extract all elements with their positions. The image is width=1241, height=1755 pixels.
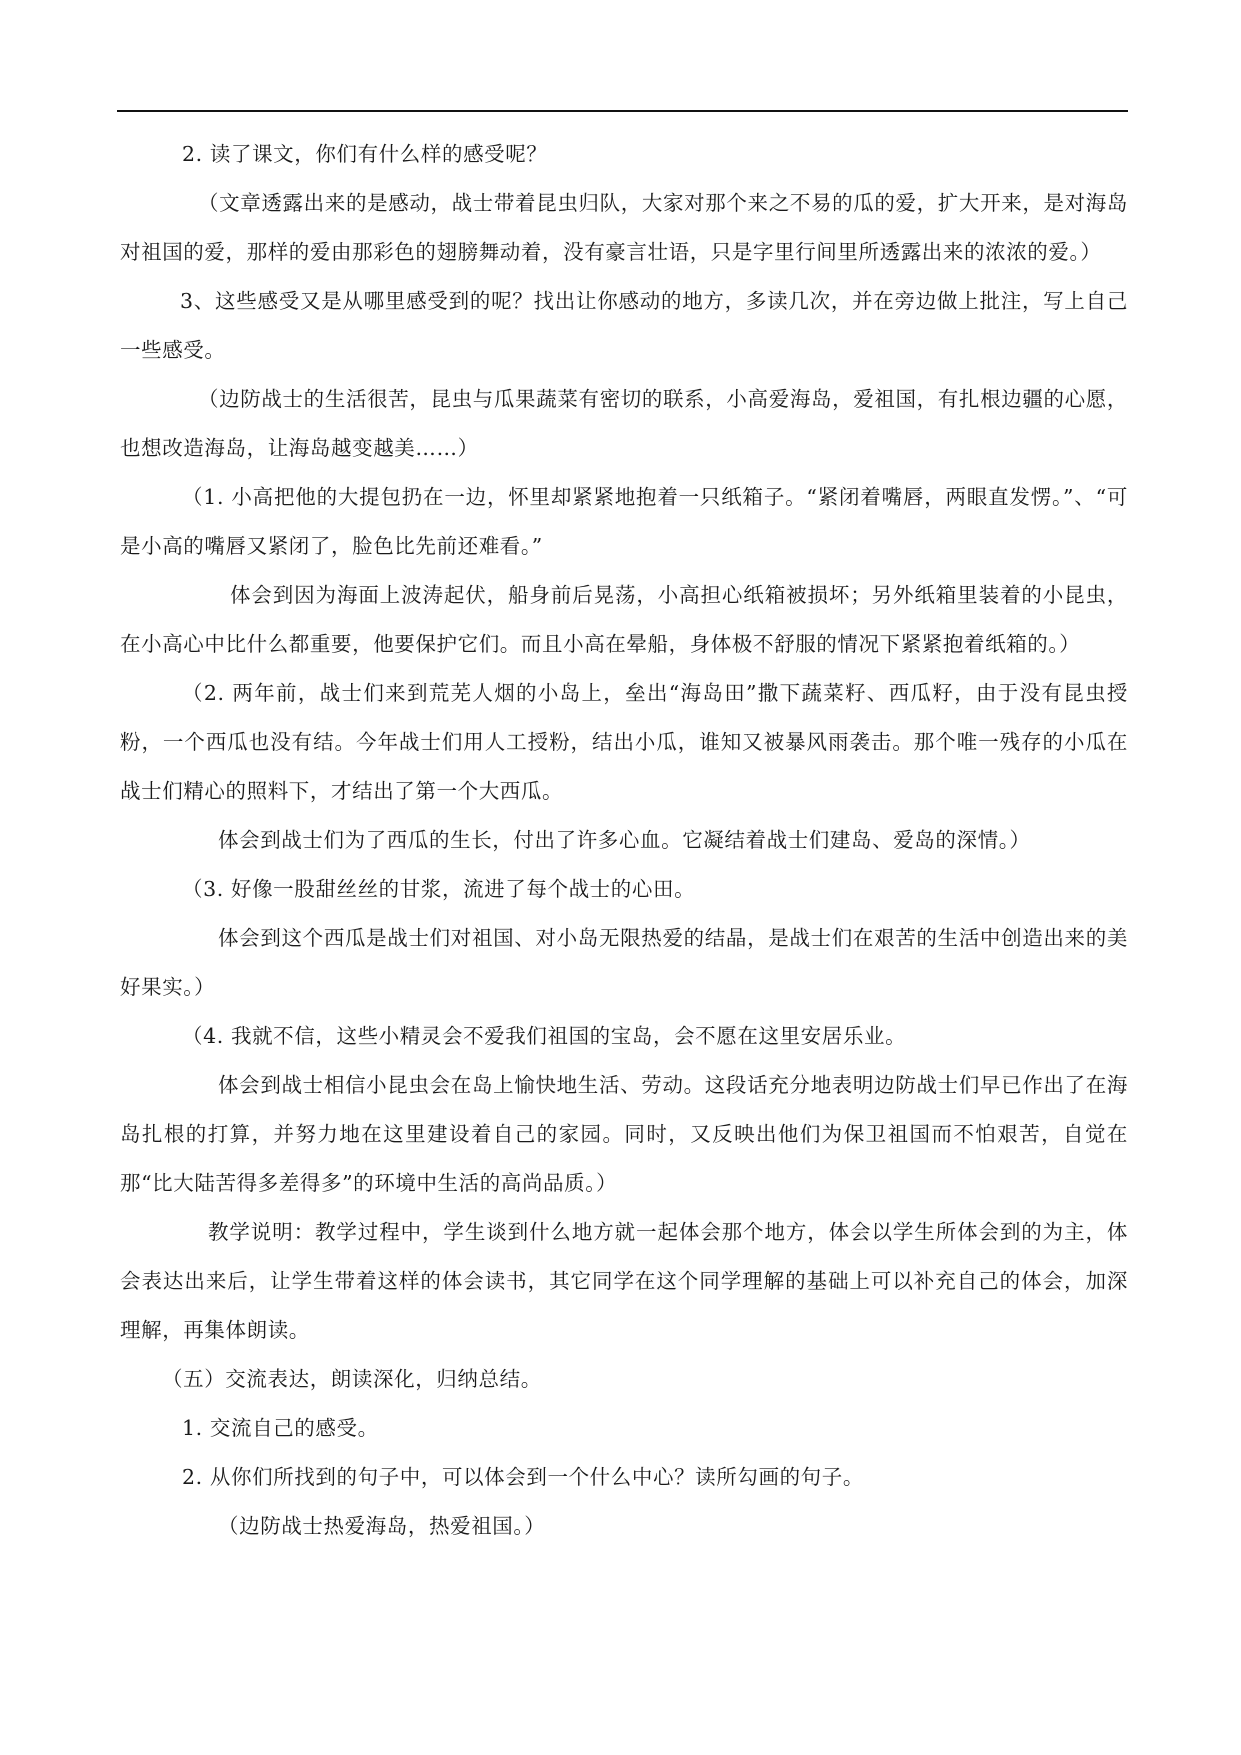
question-3: 3、这些感受又是从哪里感受到的呢？找出让你感动的地方，多读几次，并在旁边做上批注，写上自己一些感受。 — [120, 289, 1128, 362]
sentence-3: （3. 好像一股甜丝丝的甘浆，流进了每个战士的心田。 — [182, 877, 696, 901]
item-2-answer: （边防战士热爱海岛，热爱祖国。） — [218, 1514, 546, 1538]
section-five-heading: （五）交流表达，朗读深化，归纳总结。 — [162, 1367, 542, 1391]
item-2: 2. 从你们所找到的句子中，可以体会到一个什么中心？读所勾画的句子。 — [182, 1465, 864, 1489]
sentence-1: （1. 小高把他的大提包扔在一边，怀里却紧紧地抱着一只纸箱子。“紧闭着嘴唇，两眼直发愣。”、“可是小高的嘴唇又紧闭了，脸色比先前还难看。” — [120, 485, 1128, 558]
answer-3: （边防战士的生活很苦，昆虫与瓜果蔬菜有密切的联系，小高爱海岛，爱祖国，有扎根边疆的心愿，也想改造海岛，让海岛越变越美……） — [120, 387, 1128, 460]
question-2: 2. 读了课文，你们有什么样的感受呢？ — [182, 142, 548, 166]
sentence-2-explanation: 体会到战士们为了西瓜的生长，付出了许多心血。它凝结着战士们建岛、爱岛的深情。） — [218, 828, 1031, 852]
document-body — [120, 130, 1128, 1551]
item-1: 1. 交流自己的感受。 — [182, 1416, 379, 1440]
header-rule — [117, 110, 1128, 112]
teaching-note: 教学说明：教学过程中，学生谈到什么地方就一起体会那个地方，体会以学生所体会到的为主，体会表达出来后，让学生带着这样的体会读书，其它同学在这个同学理解的基础上可以补充自己的体会，加深理解，再集体朗读。 — [120, 1220, 1128, 1342]
sentence-4-explanation: 体会到战士相信小昆虫会在岛上愉快地生活、劳动。这段话充分地表明边防战士们早已作出了在海岛扎根的打算，并努力地在这里建设着自己的家园。同时，又反映出他们为保卫祖国而不怕艰苦，自觉在那“比大陆苦得多差得多”的环境中生活的高尚品质。） — [120, 1073, 1128, 1195]
sentence-4: （4. 我就不信，这些小精灵会不爱我们祖国的宝岛，会不愿在这里安居乐业。 — [182, 1024, 907, 1048]
sentence-2: （2. 两年前，战士们来到荒芜人烟的小岛上，垒出“海岛田”撒下蔬菜籽、西瓜籽，由于没有昆虫授粉，一个西瓜也没有结。今年战士们用人工授粉，结出小瓜，谁知又被暴风雨袭击。那个唯一残存的小瓜在战士们精心的照料下，才结出了第一个大西瓜。 — [120, 681, 1128, 803]
answer-2: （文章透露出来的是感动，战士带着昆虫归队，大家对那个来之不易的瓜的爱，扩大开来，是对海岛对祖国的爱，那样的爱由那彩色的翅膀舞动着，没有豪言壮语，只是字里行间里所透露出来的浓浓的爱。） — [120, 191, 1128, 264]
sentence-1-explanation: 体会到因为海面上波涛起伏，船身前后晃荡，小高担心纸箱被损坏；另外纸箱里装着的小昆虫，在小高心中比什么都重要，他要保护它们。而且小高在晕船，身体极不舒服的情况下紧紧抱着纸箱的。） — [120, 583, 1128, 656]
sentence-3-explanation: 体会到这个西瓜是战士们对祖国、对小岛无限热爱的结晶，是战士们在艰苦的生活中创造出来的美好果实。） — [120, 926, 1128, 999]
